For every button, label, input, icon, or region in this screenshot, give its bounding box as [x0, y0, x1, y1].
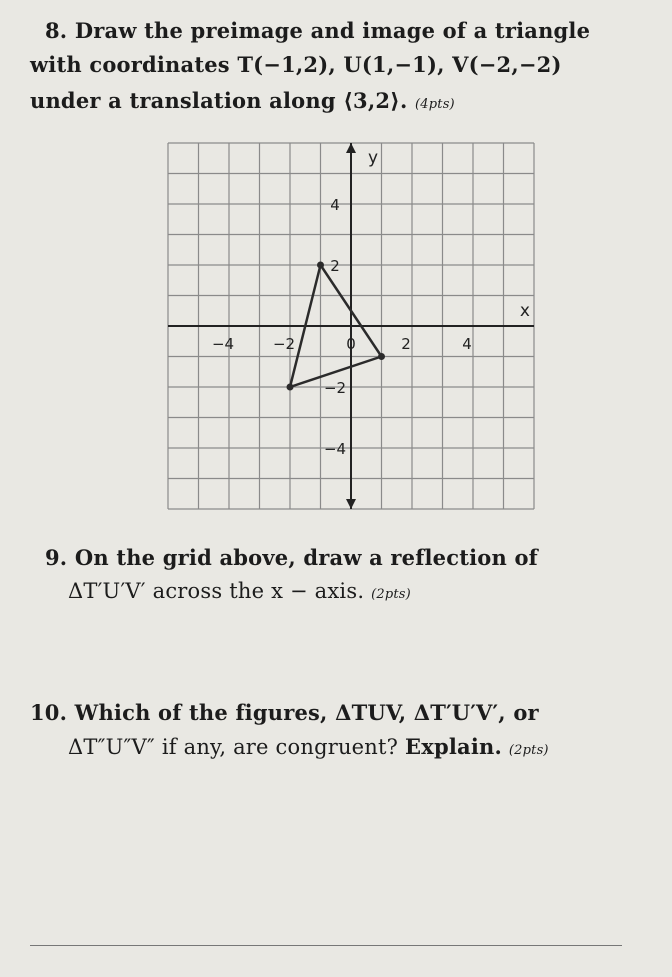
problem-9-text-1: On the grid above, draw a reflection of: [74, 545, 538, 570]
problem-10-number: 10.: [30, 700, 68, 725]
problem-9-line-2: [68, 579, 411, 603]
problem-10-explain: Explain.: [405, 734, 502, 759]
y-tick-label: −4: [323, 440, 347, 458]
y-tick-label: 2: [330, 257, 340, 275]
problem-9-points: (2pts): [371, 587, 411, 602]
vertex-u: [378, 353, 385, 360]
problem-10-line-1: [30, 700, 539, 725]
problem-8-line-2: with coordinates T(−1,2), U(1,−1), V(−2,−2): [30, 52, 562, 77]
vertex-t: [317, 262, 324, 269]
x-tick-label: 4: [462, 335, 472, 353]
answer-line[interactable]: [30, 945, 622, 946]
y-tick-label: 4: [330, 196, 340, 214]
y-axis-arrow-up-icon: [346, 143, 356, 153]
problem-8-text-3: under a translation along ⟨3,2⟩.: [30, 88, 408, 113]
axes: [168, 143, 534, 509]
problem-10-text-2: ΔT″U″V″ if any, are congruent?: [68, 735, 399, 759]
vertex-v: [287, 384, 294, 391]
x-tick-label: 0: [346, 335, 356, 353]
problem-9-line-1: [45, 545, 538, 570]
problem-10-text-1: Which of the figures, ΔTUV, ΔT′U′V′, or: [74, 700, 539, 725]
problem-8-line-3: [30, 88, 455, 113]
x-tick-label: 2: [401, 335, 411, 353]
y-axis-label: y: [367, 148, 379, 168]
coordinate-grid[interactable]: [160, 140, 550, 512]
x-tick-label: −4: [211, 335, 235, 353]
problem-10-points: (2pts): [508, 743, 549, 758]
problem-9-number: 9.: [45, 545, 68, 570]
problem-10-line-2: [68, 734, 549, 759]
problem-8-points: (4pts): [415, 97, 455, 112]
y-tick-label: −2: [323, 379, 347, 397]
problem-8-line-1: [45, 18, 590, 43]
y-axis-arrow-down-icon: [346, 499, 356, 509]
problem-8-number: 8.: [45, 18, 68, 43]
problem-8-text-1: Draw the preimage and image of a triangle: [74, 18, 591, 43]
x-tick-label: −2: [272, 335, 296, 353]
problem-9-text-2: ΔT′U′V′ across the x − axis.: [68, 579, 365, 603]
x-axis-label: x: [519, 301, 530, 321]
